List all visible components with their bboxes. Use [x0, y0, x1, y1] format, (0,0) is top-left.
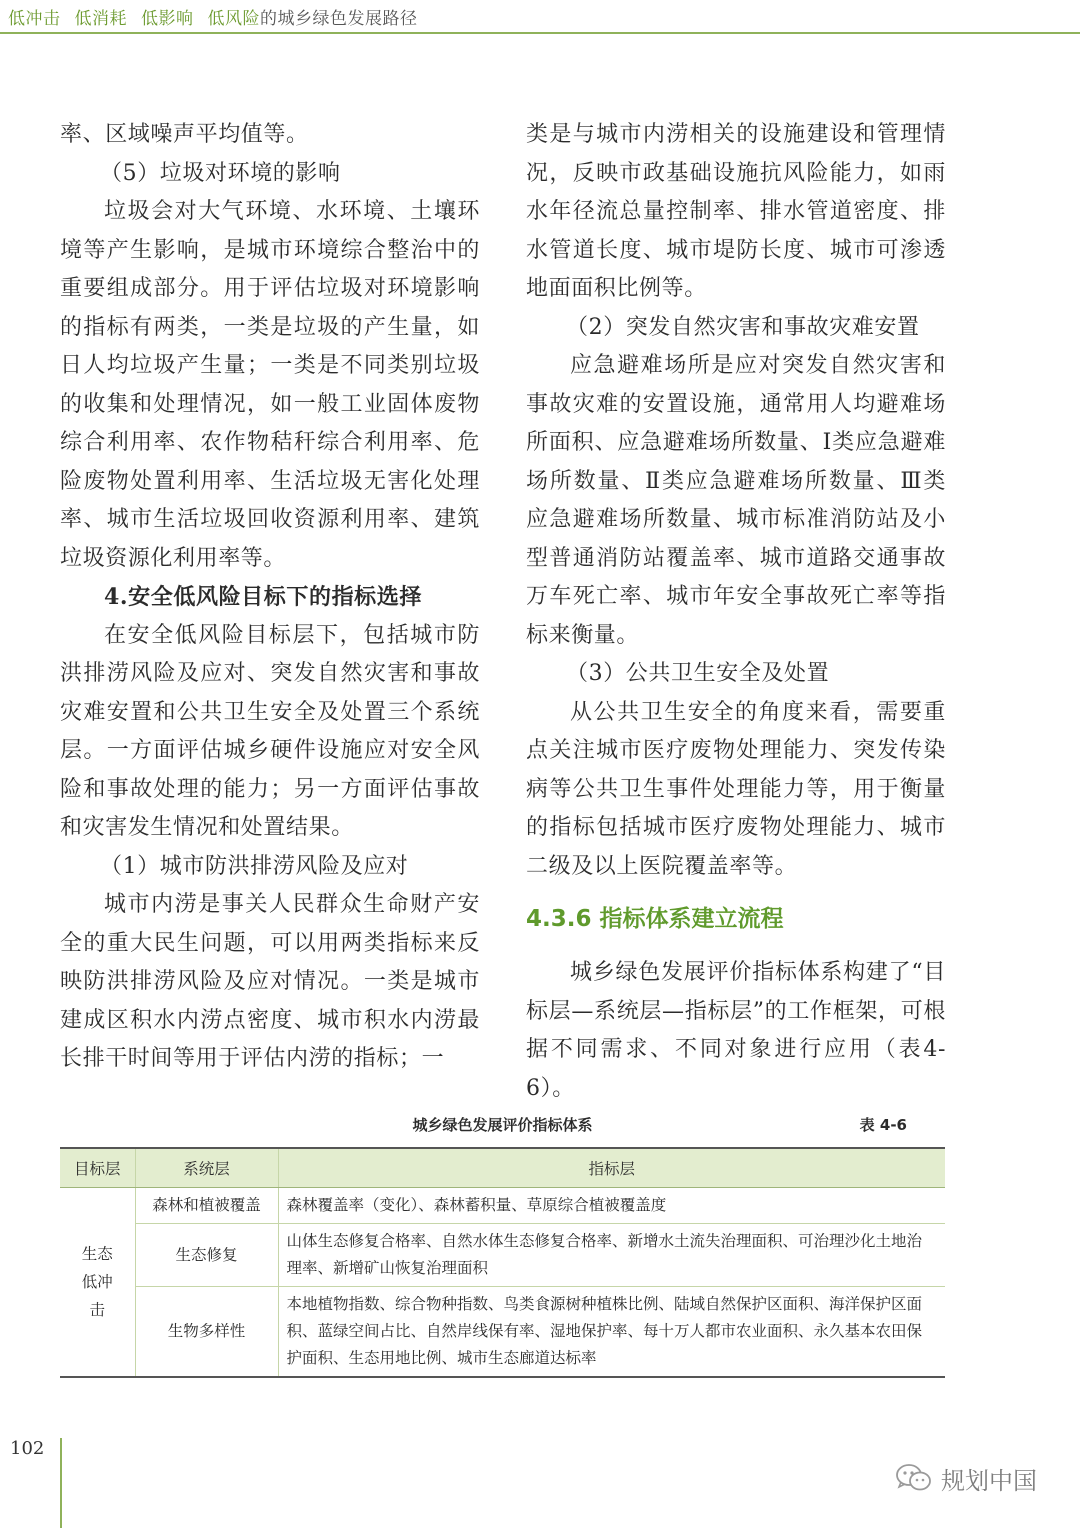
body-paragraph: 从公共卫生安全的角度来看，需要重点关注城市医疗废物处理能力、突发传染病等公共卫生事件处理能力等，用于衡量的指标包括城市医疗废物处理能力、城市二级及以上医院覆盖率等。 [526, 699, 946, 879]
page-number: 102 [10, 1438, 45, 1459]
body-paragraph: 在安全低风险目标层下，包括城市防洪排涝风险及应对、突发自然灾害和事故灾难安置和公共卫生安全及处置三个系统层。一方面评估城乡硬件设施应对安全风险和事故处理的能力；另一方面评估事故和灾害发生情况和处置结果。 [60, 622, 480, 840]
running-header [0, 0, 1080, 34]
watermark [895, 1458, 1037, 1498]
header-target-level: 目标层 [60, 1148, 135, 1188]
section-heading: 4.3.6 指标体系建立流程 [526, 906, 784, 932]
indicator-cell: 本地植物指数、综合物种指数、鸟类食源树种植株比例、陆域自然保护区面积、海洋保护区面积、蓝绿空间占比、自然岸线保有率、湿地保护率、每十万人都市农业面积、永久基本农田保护面积、生态用地比例、城市生态廊道达标率 [278, 1287, 945, 1378]
header-keyword: 低风险 [207, 9, 260, 29]
table-header-row [60, 1148, 945, 1188]
subsection-heading: （5）垃圾对环境的影响 [100, 160, 341, 186]
table-number: 表 4-6 [859, 1116, 907, 1134]
subsection-heading: （2）突发自然灾害和事故灾难安置 [566, 314, 920, 340]
indicator-table [60, 1147, 945, 1378]
watermark-text: 规划中国 [941, 1466, 1037, 1495]
continued-paragraph: 类是与城市内涝相关的设施建设和管理情况，反映市政基础设施抗风险能力，如雨水年径流总量控制率、排水管道密度、排水管道长度、城市堤防长度、城市可渗透地面面积比例等。 [526, 122, 946, 301]
system-level-cell: 生物多样性 [135, 1287, 278, 1378]
running-header-title [8, 4, 418, 29]
body-paragraph: 垃圾会对大气环境、水环境、土壤环境等产生影响，是城市环境综合整治中的重要组成部分。用于评估垃圾对环境影响的指标有两类，一类是垃圾的产生量，如日人均垃圾产生量；一类是不同类别垃圾的收集和处理情况，如一般工业固体废物综合利用率、农作物秸秆综合利用率、危险废物处置利用率、生活垃圾无害化处理率、城市生活垃圾回收资源利用率、建筑垃圾资源化利用率等。 [60, 199, 480, 571]
header-system-level: 系统层 [135, 1148, 278, 1188]
table-row [60, 1287, 945, 1378]
header-keyword: 低冲击 [8, 9, 61, 29]
target-level-cell [60, 1188, 135, 1378]
indicator-cell: 森林覆盖率（变化）、森林蓄积量、草原综合植被覆盖度 [278, 1188, 945, 1224]
header-keyword: 低消耗 [74, 9, 127, 29]
subsection-heading: （1）城市防洪排涝风险及应对 [100, 853, 409, 879]
body-paragraph: 城乡绿色发展评价指标体系构建了“目标层—系统层—指标层”的工作框架，可根据不同需求、不同对象进行应用（表4-6）。 [526, 960, 946, 1101]
system-level-cell: 生态修复 [135, 1224, 278, 1287]
body-paragraph: 应急避难场所是应对突发自然灾害和事故灾难的安置设施，通常用人均避难场所面积、应急避难场所数量、Ⅰ类应急避难场所数量、Ⅱ类应急避难场所数量、Ⅲ类应急避难场所数量、城市标准消防站及小型普通消防站覆盖率、城市道路交通事故万车死亡率、城市年安全事故死亡率等指标来衡量。 [526, 353, 946, 648]
table-caption [60, 1112, 945, 1138]
right-text-column [526, 116, 946, 1108]
wechat-icon [895, 1462, 933, 1494]
continued-paragraph: 率、区域噪声平均值等。 [60, 122, 309, 147]
header-keyword: 低影响 [141, 9, 194, 29]
body-paragraph: 城市内涝是事关人民群众生命财产安全的重大民生问题，可以用两类指标来反映防洪排涝风险及应对情况。一类是城市建成区积水内涝点密度、城市积水内涝最长排干时间等用于评估内涝的指标；一 [60, 892, 480, 1071]
header-rest: 的城乡绿色发展路径 [260, 9, 418, 29]
system-level-cell: 森林和植被覆盖 [135, 1188, 278, 1224]
indicator-cell: 山体生态修复合格率、自然水体生态修复合格率、新增水土流失治理面积、可治理沙化土地治理率、新增矿山恢复治理面积 [278, 1224, 945, 1287]
table-row [60, 1188, 945, 1224]
left-text-column [60, 116, 480, 1079]
header-indicator-level: 指标层 [278, 1148, 945, 1188]
table-row [60, 1224, 945, 1287]
target-level-label: 生态低冲击 [81, 1245, 113, 1319]
table-title: 城乡绿色发展评价指标体系 [412, 1116, 593, 1134]
bold-heading: 4.安全低风险目标下的指标选择 [104, 584, 422, 610]
subsection-heading: （3）公共卫生安全及处置 [566, 661, 830, 686]
page-margin-rule [60, 1438, 62, 1528]
